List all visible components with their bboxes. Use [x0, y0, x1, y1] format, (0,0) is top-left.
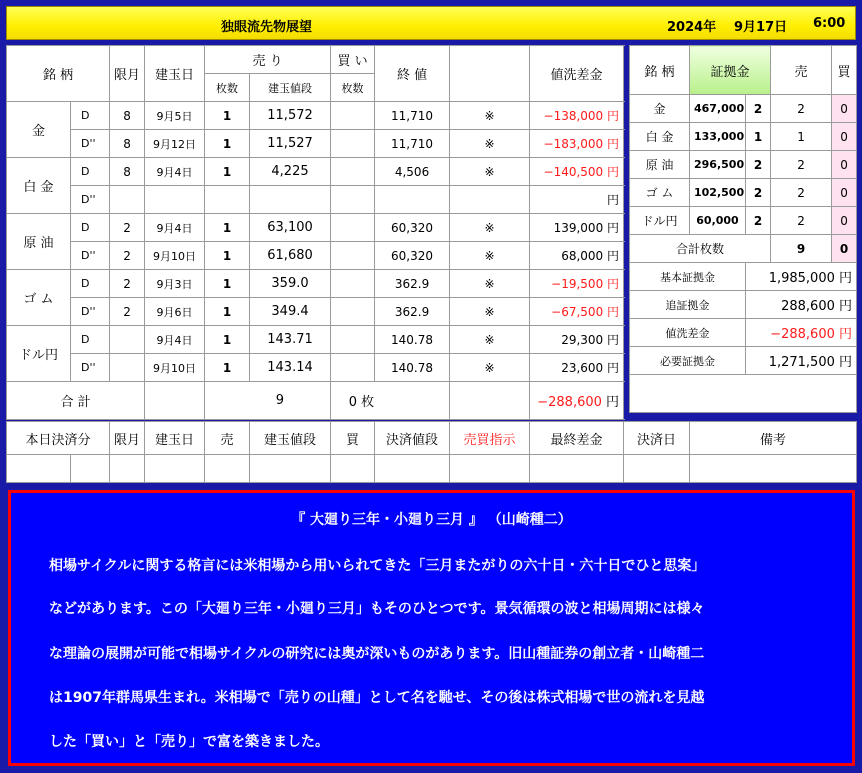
yen-unit: 円 — [607, 193, 620, 207]
margin-header-name: 銘 柄 — [630, 46, 690, 95]
header-open-price: 建玉値段 — [250, 74, 331, 102]
buy-count — [331, 186, 375, 214]
summary-value — [746, 263, 857, 291]
table-row — [7, 102, 624, 130]
proverb-line-2: などがあります。この「大廻り三年・小廻り三月」もそのひとつです。景気循環の波と相場周期には様々 — [49, 601, 705, 617]
margin-commodity: 白 金 — [630, 123, 690, 151]
limit-month — [110, 354, 145, 382]
margin-header-sell: 売 — [771, 46, 832, 95]
open-date: 9月10日 — [145, 242, 205, 270]
summary-row — [630, 347, 857, 375]
mark-to-market-diff — [530, 214, 624, 242]
settle-header-1: 限月 — [110, 422, 145, 455]
open-date — [145, 186, 205, 214]
close-price: 362.9 — [375, 298, 450, 326]
open-date: 9月4日 — [145, 214, 205, 242]
summary-row — [630, 291, 857, 319]
positions-table — [6, 45, 624, 420]
open-date: 9月5日 — [145, 102, 205, 130]
position-type: D — [71, 326, 110, 354]
header-name: 銘 柄 — [7, 46, 110, 102]
settle-header-9: 決済日 — [624, 422, 690, 455]
limit-month: 2 — [110, 214, 145, 242]
summary-unit: 円 — [839, 327, 853, 342]
limit-month: 2 — [110, 270, 145, 298]
yen-unit: 円 — [607, 137, 620, 151]
limit-month: 8 — [110, 102, 145, 130]
mark-to-market-diff — [530, 130, 624, 158]
open-date: 9月10日 — [145, 354, 205, 382]
margin-commodity: ドル円 — [630, 207, 690, 235]
table-row — [7, 158, 624, 186]
margin-deposit: 467,000 — [690, 95, 746, 123]
summary-amount: 1,985,000 — [768, 271, 835, 286]
limit-month: 8 — [110, 130, 145, 158]
close-price: 140.78 — [375, 354, 450, 382]
title-bar — [6, 6, 856, 40]
yen-unit: 円 — [607, 361, 620, 375]
sell-count: 1 — [205, 214, 250, 242]
margin-deposit: 133,000 — [690, 123, 746, 151]
table-row — [7, 186, 624, 214]
diff-value: −67,500 — [551, 305, 604, 319]
settle-empty-cell — [331, 455, 375, 483]
position-type: D'' — [71, 130, 110, 158]
limit-month: 2 — [110, 298, 145, 326]
settle-empty-cell — [145, 455, 205, 483]
settle-empty-cell — [624, 455, 690, 483]
total-spacer — [145, 382, 205, 420]
open-date: 9月4日 — [145, 326, 205, 354]
table-row — [7, 270, 624, 298]
total-diff-value: −288,600 — [537, 395, 602, 410]
diff-value: 68,000 — [561, 249, 604, 263]
settle-header-10: 備考 — [690, 422, 857, 455]
buy-count — [331, 242, 375, 270]
position-type: D — [71, 214, 110, 242]
summary-unit: 円 — [839, 299, 853, 314]
table-row — [7, 130, 624, 158]
settle-empty-cell — [7, 455, 71, 483]
margin-sell: 1 — [771, 123, 832, 151]
mark-to-market-diff — [530, 270, 624, 298]
open-price: 143.14 — [250, 354, 331, 382]
header-buy-count: 枚数 — [331, 74, 375, 102]
position-type: D — [71, 270, 110, 298]
total-sell: 9 — [205, 382, 331, 420]
proverb-panel — [8, 490, 855, 766]
settle-header-3: 売 — [205, 422, 250, 455]
proverb-line-1: 相場サイクルに関する格言には米相場から用いられてきた「三月またがりの六十日・六十日でひと思案」 — [49, 558, 706, 574]
margin-deposit: 296,500 — [690, 151, 746, 179]
limit-month: 2 — [110, 242, 145, 270]
header-limit-month: 限月 — [110, 46, 145, 102]
diff-value: 29,300 — [561, 333, 604, 347]
close-price: 4,506 — [375, 158, 450, 186]
mark-to-market-diff — [530, 298, 624, 326]
margin-commodity: 金 — [630, 95, 690, 123]
margin-sell: 2 — [771, 207, 832, 235]
open-price: 61,680 — [250, 242, 331, 270]
summary-label: 基本証拠金 — [630, 263, 746, 291]
commodity-name: 原 油 — [7, 214, 71, 270]
settle-empty-cell — [71, 455, 110, 483]
total-count-sell: 9 — [771, 235, 832, 263]
header-signal: 売買指示 — [450, 46, 530, 102]
table-row — [7, 354, 624, 382]
position-type: D'' — [71, 354, 110, 382]
settle-empty-cell — [530, 455, 624, 483]
margin-deposit: 102,500 — [690, 179, 746, 207]
buy-count — [331, 158, 375, 186]
yen-unit: 円 — [607, 165, 620, 179]
commodity-name: 金 — [7, 102, 71, 158]
margin-buy: 0 — [832, 95, 857, 123]
total-diff-unit: 円 — [606, 395, 620, 410]
buy-count — [331, 102, 375, 130]
limit-month: 8 — [110, 158, 145, 186]
commodity-name: ゴ ム — [7, 270, 71, 326]
header-buy: 買 い — [331, 46, 375, 74]
summary-amount: 288,600 — [781, 299, 835, 314]
table-row — [7, 298, 624, 326]
settle-header-2: 建玉日 — [145, 422, 205, 455]
total-buy — [331, 382, 450, 420]
open-date: 9月6日 — [145, 298, 205, 326]
margin-buy: 0 — [832, 123, 857, 151]
yen-unit: 円 — [607, 305, 620, 319]
close-price: 60,320 — [375, 242, 450, 270]
mark-to-market-diff — [530, 326, 624, 354]
total-count-label: 合計枚数 — [630, 235, 771, 263]
diff-value: −138,000 — [543, 109, 604, 123]
position-type: D — [71, 158, 110, 186]
mark-to-market-diff — [530, 158, 624, 186]
settle-header-6: 決済値段 — [375, 422, 450, 455]
position-type: D — [71, 102, 110, 130]
margin-commodity: 原 油 — [630, 151, 690, 179]
close-price: 60,320 — [375, 214, 450, 242]
close-price — [375, 186, 450, 214]
total-buy-value: 0 — [348, 395, 358, 410]
yen-unit: 円 — [607, 333, 620, 347]
commodity-name: ドル円 — [7, 326, 71, 382]
summary-label: 必要証拠金 — [630, 347, 746, 375]
open-price: 349.4 — [250, 298, 331, 326]
summary-row — [630, 319, 857, 347]
position-type: D'' — [71, 186, 110, 214]
mark-to-market-diff — [530, 102, 624, 130]
margin-buy: 0 — [832, 151, 857, 179]
page-title: 独眼流先物展望 — [221, 20, 313, 35]
proverb-line-3: な理論の展開が可能で相場サイクルの研究には奥が深いものがあります。旧山種証券の創立者・山崎種二 — [49, 646, 705, 662]
sell-count: 1 — [205, 354, 250, 382]
settle-empty-cell — [205, 455, 250, 483]
open-date: 9月3日 — [145, 270, 205, 298]
proverb-title: 『 大廻り三年・小廻り三月 』 （山崎種二） — [291, 512, 572, 528]
summary-unit: 円 — [839, 271, 853, 286]
diff-value: 139,000 — [553, 221, 604, 235]
open-price: 63,100 — [250, 214, 331, 242]
open-price — [250, 186, 331, 214]
position-type: D'' — [71, 298, 110, 326]
summary-amount: −288,600 — [770, 327, 835, 342]
mark-to-market-diff — [530, 354, 624, 382]
open-price: 143.71 — [250, 326, 331, 354]
settle-empty-cell — [690, 455, 857, 483]
close-price: 140.78 — [375, 326, 450, 354]
margin-buy: 0 — [832, 207, 857, 235]
header-sell-count: 枚数 — [205, 74, 250, 102]
margin-sell: 2 — [771, 179, 832, 207]
open-price: 11,527 — [250, 130, 331, 158]
margin-ratio: 2 — [746, 95, 771, 123]
sell-count: 1 — [205, 130, 250, 158]
diff-value: 23,600 — [561, 361, 604, 375]
total-unit: 枚 — [361, 395, 375, 410]
commodity-name: 白 金 — [7, 158, 71, 214]
margin-commodity: ゴ ム — [630, 179, 690, 207]
time: 6:00 — [813, 16, 846, 31]
settle-empty-cell — [250, 455, 331, 483]
margin-header-buy: 買 — [832, 46, 857, 95]
header-sell: 売 り — [205, 46, 331, 74]
total-spacer — [450, 382, 530, 420]
close-price: 11,710 — [375, 102, 450, 130]
open-price: 4,225 — [250, 158, 331, 186]
total-diff — [530, 382, 624, 420]
sell-count: 1 — [205, 158, 250, 186]
settlement-table — [6, 421, 857, 483]
header-diff: 値洗差金 — [530, 46, 624, 102]
table-row — [630, 207, 857, 235]
close-price: 11,710 — [375, 130, 450, 158]
signal-mark: ※ — [450, 214, 530, 242]
signal-mark: ※ — [450, 270, 530, 298]
settle-empty-cell — [375, 455, 450, 483]
table-row — [630, 179, 857, 207]
mark-to-market-diff — [530, 186, 624, 214]
diff-value: −140,500 — [543, 165, 604, 179]
yen-unit: 円 — [607, 277, 620, 291]
table-row — [7, 326, 624, 354]
table-row — [630, 95, 857, 123]
settle-empty-cell — [450, 455, 530, 483]
yen-unit: 円 — [607, 249, 620, 263]
margin-deposit: 60,000 — [690, 207, 746, 235]
mark-to-market-diff — [530, 242, 624, 270]
signal-mark: ※ — [450, 326, 530, 354]
margin-sell: 2 — [771, 95, 832, 123]
summary-value — [746, 291, 857, 319]
buy-count — [331, 298, 375, 326]
diff-value: −183,000 — [543, 137, 604, 151]
settle-header-5: 買 — [331, 422, 375, 455]
proverb-line-5: した「買い」と「売り」で富を築きました。 — [49, 734, 329, 750]
margin-ratio: 1 — [746, 123, 771, 151]
diff-value: −19,500 — [551, 277, 604, 291]
table-row — [630, 123, 857, 151]
margin-sell: 2 — [771, 151, 832, 179]
total-count-buy: 0 — [832, 235, 857, 263]
limit-month — [110, 186, 145, 214]
margin-ratio: 2 — [746, 151, 771, 179]
summary-unit: 円 — [839, 355, 853, 370]
summary-label: 追証拠金 — [630, 291, 746, 319]
sell-count: 1 — [205, 270, 250, 298]
margin-header-deposit: 証拠金 — [690, 46, 771, 95]
summary-label: 値洗差金 — [630, 319, 746, 347]
header-open-date: 建玉日 — [145, 46, 205, 102]
total-label: 合 計 — [7, 382, 145, 420]
open-price: 11,572 — [250, 102, 331, 130]
settle-header-8: 最終差金 — [530, 422, 624, 455]
signal-mark: ※ — [450, 102, 530, 130]
header-close: 終 値 — [375, 46, 450, 102]
signal-mark — [450, 186, 530, 214]
margin-buy: 0 — [832, 179, 857, 207]
summary-value — [746, 347, 857, 375]
buy-count — [331, 270, 375, 298]
summary-amount: 1,271,500 — [768, 355, 835, 370]
position-type: D'' — [71, 242, 110, 270]
signal-mark: ※ — [450, 298, 530, 326]
sell-count: 1 — [205, 298, 250, 326]
margin-ratio: 2 — [746, 207, 771, 235]
margin-ratio: 2 — [746, 179, 771, 207]
table-row — [630, 151, 857, 179]
sell-count — [205, 186, 250, 214]
buy-count — [331, 130, 375, 158]
sell-count: 1 — [205, 102, 250, 130]
summary-value — [746, 319, 857, 347]
settle-empty-cell — [110, 455, 145, 483]
yen-unit: 円 — [607, 221, 620, 235]
settle-header-4: 建玉値段 — [250, 422, 331, 455]
yen-unit: 円 — [607, 109, 620, 123]
margin-table — [629, 45, 857, 413]
open-date: 9月12日 — [145, 130, 205, 158]
signal-mark: ※ — [450, 158, 530, 186]
close-price: 362.9 — [375, 270, 450, 298]
open-price: 359.0 — [250, 270, 331, 298]
buy-count — [331, 354, 375, 382]
margin-empty-row — [630, 375, 857, 413]
sell-count: 1 — [205, 242, 250, 270]
table-row — [7, 214, 624, 242]
open-date: 9月4日 — [145, 158, 205, 186]
summary-row — [630, 263, 857, 291]
buy-count — [331, 326, 375, 354]
signal-mark: ※ — [450, 354, 530, 382]
settle-header-0: 本日決済分 — [7, 422, 110, 455]
settle-header-7: 売買指示 — [450, 422, 530, 455]
buy-count — [331, 214, 375, 242]
sell-count: 1 — [205, 326, 250, 354]
proverb-line-4: は1907年群馬県生まれ。米相場で「売りの山種」として名を馳せ、その後は株式相場で世の流れを見越 — [49, 690, 705, 706]
signal-mark: ※ — [450, 130, 530, 158]
date-year: 2024年 — [667, 20, 717, 35]
table-row — [7, 242, 624, 270]
date-day: 9月17日 — [734, 20, 788, 35]
signal-mark: ※ — [450, 242, 530, 270]
limit-month — [110, 326, 145, 354]
